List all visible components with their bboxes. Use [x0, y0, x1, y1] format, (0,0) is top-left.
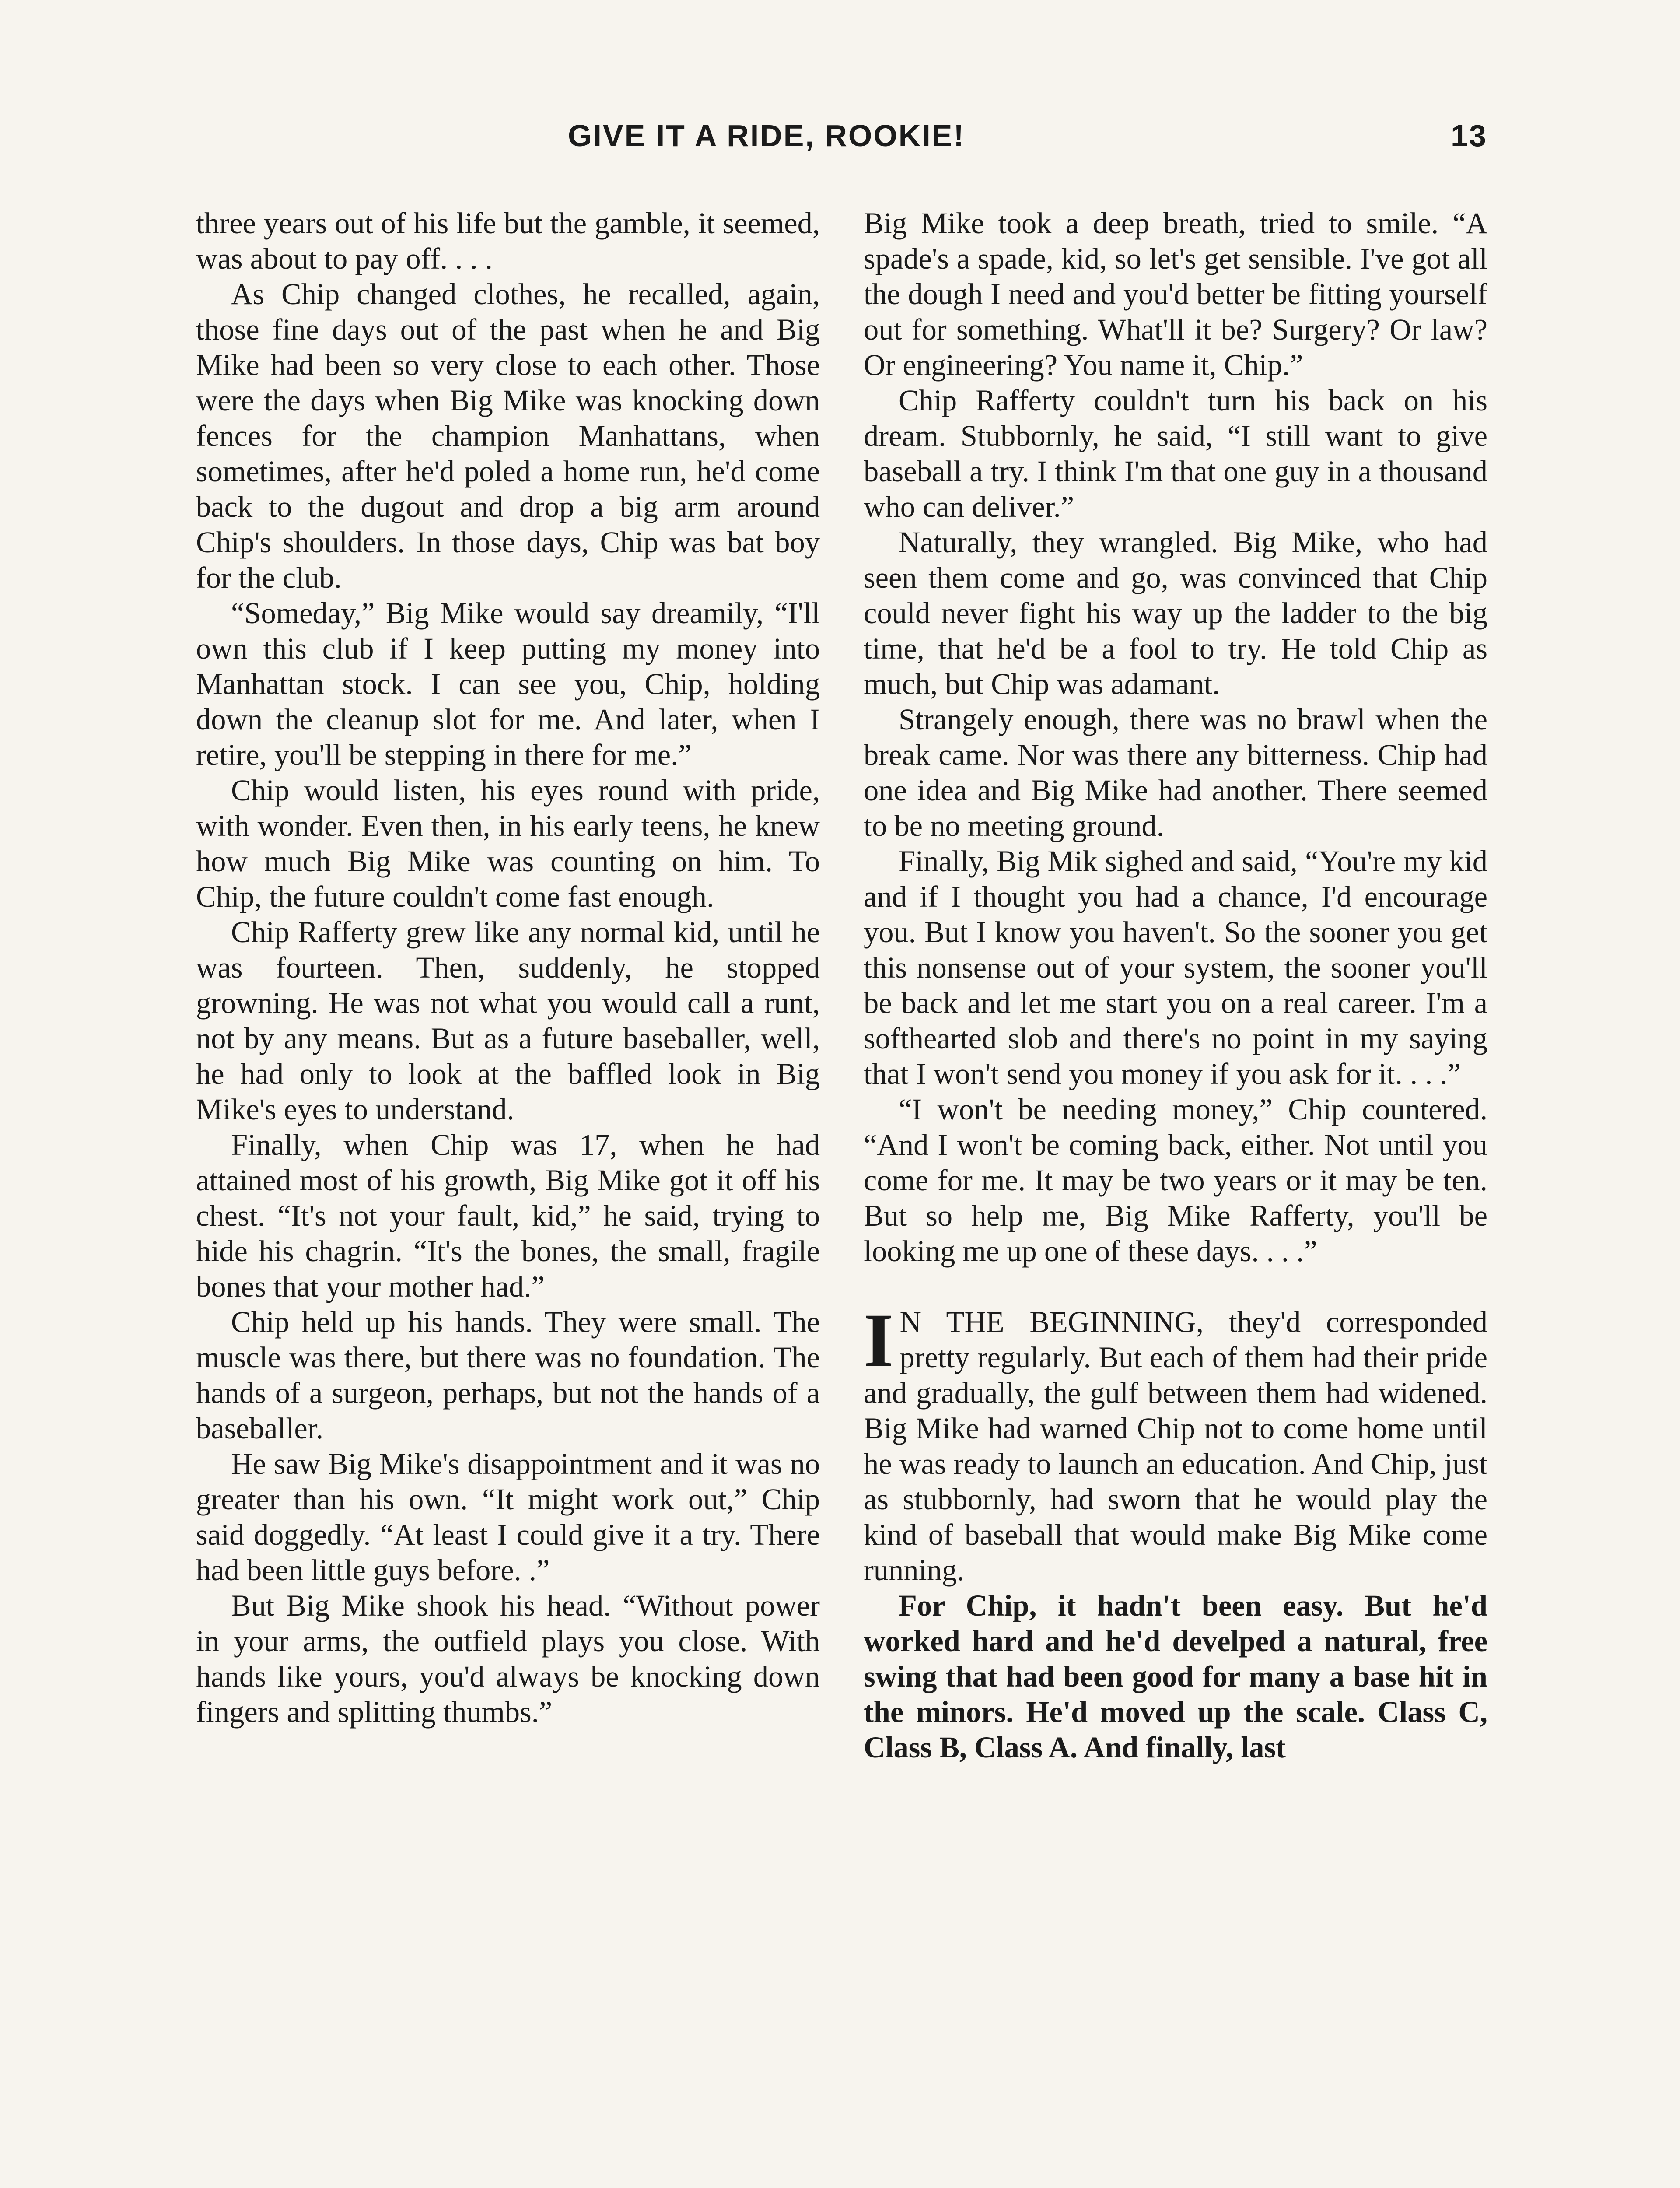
paragraph: He saw Big Mike's disappointment and it was no greater than his own. “It might work out,” Chip said doggedly. “At least I could give it a try. There had been little guys before. .”: [196, 1447, 820, 1587]
paragraph: Chip would listen, his eyes round with pride, with wonder. Even then, in his early teens, he knew how much Big Mike was counting on him. To Chip, the future couldn't come fast enough.: [196, 774, 820, 913]
left-column: [196, 206, 820, 1730]
paragraph: “I won't be needing money,” Chip countered. “And I won't be coming back, either. Not until you come for me. It may be two years or it may be ten. But so help me, Big Mike Rafferty, you'll be looking me up one of these days. . . .”: [864, 1093, 1488, 1268]
drop-cap: I: [864, 1298, 894, 1383]
paragraph: Naturally, they wrangled. Big Mike, who had seen them come and go, was convinced that Chip could never fight his way up the ladder to the big time, that he'd be a fool to try. He told Chip as much, but Chip was adamant.: [864, 526, 1488, 701]
paragraph: Finally, Big Mik sighed and said, “You're my kid and if I thought you had a chance, I'd encourage you. But I know you haven't. So the sooner you get this nonsense out of your system, the sooner you'll be back and let me start you on a real career. I'm a softhearted slob and there's no point in my saying that I won't send you money if you ask for it. . . .”: [864, 845, 1488, 1090]
page-number: 13: [1451, 119, 1488, 153]
section-opening-text: N THE BEGINNING, they'd corresponded pretty regularly. But each of them had their pride and gradually, the gulf between them had widened. Big Mike had warned Chip not to come home until he was ready to launch an education. And Chip, just as stubbornly, had sworn that he would play the kind of baseball that would make Big Mike come running.: [864, 1305, 1488, 1587]
running-header: [196, 118, 1488, 166]
story-title: GIVE IT A RIDE, ROOKIE!: [568, 119, 965, 153]
paragraph: But Big Mike shook his head. “Without power in your arms, the outfield plays you close. With hands like yours, you'd always be knocking down fingers and splitting thumbs.”: [196, 1589, 820, 1729]
paragraph: As Chip changed clothes, he recalled, again, those fine days out of the past when he and Big Mike had been so very close to each other. Those were the days when Big Mike was knocking down fences for the champion Manhattans, when sometimes, after he'd poled a home run, he'd come back to the dugout and drop a big arm around Chip's shoulders. In those days, Chip was bat boy for the club.: [196, 277, 820, 594]
paragraph: Finally, when Chip was 17, when he had attained most of his growth, Big Mike got it off his chest. “It's not your fault, kid,” he said, trying to hide his chagrin. “It's the bones, the small, fragile bones that your mother had.”: [196, 1128, 820, 1303]
paragraph: For Chip, it hadn't been easy. But he'd worked hard and he'd develped a natural, free swing that had been good for many a base hit in the minors. He'd moved up the scale. Class C, Class B, Class A. And finally, last: [864, 1589, 1488, 1764]
section-gap: [864, 1269, 1488, 1304]
paragraph: Chip held up his hands. They were small. The muscle was there, but there was no foundation. The hands of a surgeon, perhaps, but not the hands of a baseballer.: [196, 1305, 820, 1445]
paragraph: “Someday,” Big Mike would say dreamily, “I'll own this club if I keep putting my money into Manhattan stock. I can see you, Chip, holding down the cleanup slot for me. And later, when I retire, you'll be stepping in there for me.”: [196, 596, 820, 771]
paragraph: Big Mike took a deep breath, tried to smile. “A spade's a spade, kid, so let's get sensible. I've got all the dough I need and you'd better be fitting yourself out for something. What'll it be? Surgery? Or law? Or engineering? You name it, Chip.”: [864, 207, 1488, 382]
paragraph: Strangely enough, there was no brawl when the break came. Nor was there any bitterness. Chip had one idea and Big Mike had another. There seemed to be no meeting ground.: [864, 703, 1488, 842]
section-opening-paragraph: [864, 1298, 1488, 1588]
right-column: [864, 206, 1488, 1765]
paragraph: Chip Rafferty grew like any normal kid, until he was fourteen. Then, suddenly, he stopped growning. He was not what you would call a runt, not by any means. But as a future baseballer, well, he had only to look at the baffled look in Big Mike's eyes to understand.: [196, 915, 820, 1126]
paragraph: three years out of his life but the gamble, it seemed, was about to pay off. . . .: [196, 207, 820, 275]
paragraph: Chip Rafferty couldn't turn his back on his dream. Stubbornly, he said, “I still want to give baseball a try. I think I'm that one guy in a thousand who can deliver.”: [864, 384, 1488, 523]
